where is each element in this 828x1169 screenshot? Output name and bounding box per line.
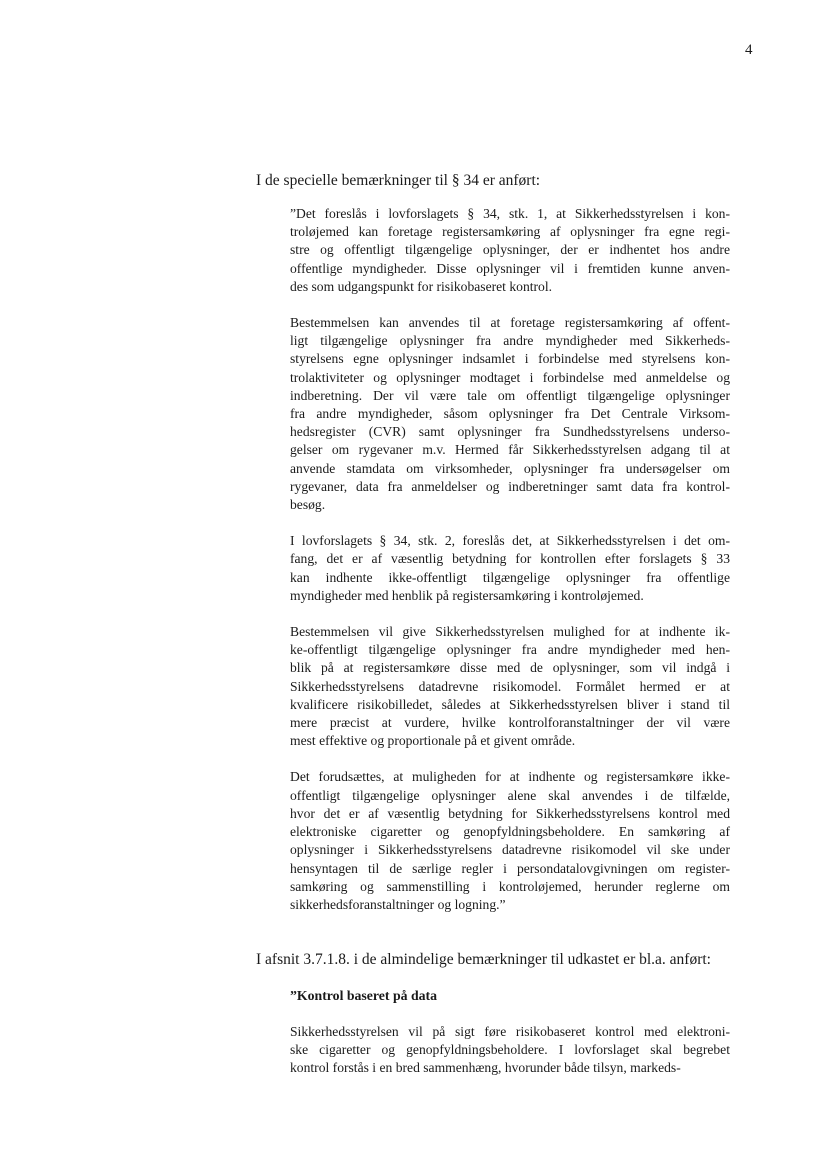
text-line: oplysninger i Sikkerhedsstyrelsens datadrevne risikomodel vil ske under	[290, 842, 730, 858]
text-line: I lovforslagets § 34, stk. 2, foreslås det, at Sikkerhedsstyrelsen i det om-	[290, 533, 730, 549]
text-line: samkøring og sammenstilling i kontroløjemed, herunder reglerne om	[290, 878, 730, 894]
paragraph	[290, 1023, 730, 1078]
text-line: anvende stamdata om virksomheder, oplysninger fra undersøgelser om	[290, 460, 730, 476]
intro-text-section-34: I de specielle bemærkninger til § 34 er anført:	[256, 172, 541, 189]
paragraph	[290, 768, 730, 914]
text-line: styrelsens egne oplysninger indsamlet i forbindelse med styrelsens kon-	[290, 351, 730, 367]
quote-block-section-3-7-1-8	[290, 1023, 730, 1096]
text-line: besøg.	[290, 497, 326, 513]
text-line: Sikkerhedsstyrelsens datadrevne risikomodel. Formålet hermed er at	[290, 678, 730, 694]
paragraph	[290, 532, 730, 605]
page-number: 4	[745, 42, 753, 58]
paragraph	[290, 314, 730, 514]
text-line: kontrol forstås i en bred sammenhæng, hvorunder både tilsyn, markeds-	[290, 1060, 681, 1076]
text-line: Bestemmelsen kan anvendes til at foretage registersamkøring af offent-	[290, 315, 730, 331]
text-line: mere præcist at vurdere, hvilke kontrolforanstaltninger der vil være	[290, 715, 730, 731]
text-line: hensyntagen til de særlige regler i persondatalovgivningen om register-	[290, 860, 730, 876]
paragraph	[290, 623, 730, 750]
text-line: myndigheder med henblik på registersamkøring i kontroløjemed.	[290, 587, 644, 603]
text-line: blik på at registersamkøre disse med de oplysninger, som vil indgå i	[290, 660, 730, 676]
text-line: fra andre myndigheder, såsom oplysninger fra Det Centrale Virksom-	[290, 406, 730, 422]
text-line: fang, det er af væsentlig betydning for kontrollen efter forslagets § 33	[290, 551, 730, 567]
text-line: mest effektive og proportionale på et givent område.	[290, 733, 576, 749]
text-line: des som udgangspunkt for risikobaseret kontrol.	[290, 278, 553, 294]
text-line: Bestemmelsen vil give Sikkerhedsstyrelsen mulighed for at indhente ik-	[290, 624, 730, 640]
text-line: ”Det foreslås i lovforslagets § 34, stk. 1, at Sikkerhedsstyrelsen i kon-	[290, 206, 730, 221]
text-line: kan indhente ikke-offentligt tilgængelige oplysninger fra offentlige	[290, 569, 730, 585]
quote-heading-kontrol-baseret-paa-data: ”Kontrol baseret på data	[290, 988, 438, 1003]
intro-text-section-3-7-1-8: I afsnit 3.7.1.8. i de almindelige bemærkninger til udkastet er bl.a. anført:	[256, 951, 711, 968]
text-line: Det forudsættes, at muligheden for at indhente og registersamkøre ikke-	[290, 769, 730, 785]
text-line: kvalificere risikobilledet, således at Sikkerhedsstyrelsen bliver i stand til	[290, 696, 730, 712]
text-line: troløjemed kan foretage registersamkøring af oplysninger fra egne regi-	[290, 224, 730, 240]
paragraph	[290, 205, 730, 296]
text-line: hvor det er af væsentlig betydning for Sikkerhedsstyrelsens kontrol med	[290, 805, 730, 821]
text-line: indberetning. Der vil være tale om offentligt tilgængelige oplysninger	[290, 387, 730, 403]
text-line: ske cigaretter og genopfyldningsbeholdere. I lovforslaget skal begrebet	[290, 1042, 730, 1058]
text-line: stre og offentligt tilgængelige oplysninger, der er indhentet hos andre	[290, 242, 730, 258]
text-line: gelser om rygevaner m.v. Hermed får Sikkerhedsstyrelsen adgang til at	[290, 442, 730, 458]
text-line: sikkerhedsforanstaltninger og logning.”	[290, 896, 506, 912]
text-line: elektroniske cigaretter og genopfyldningsbeholdere. En samkøring af	[290, 824, 730, 840]
text-line: ligt tilgængelige oplysninger fra andre myndigheder med Sikkerheds-	[290, 333, 730, 349]
text-line: offentlige myndigheder. Disse oplysninger vil i fremtiden kunne anven-	[290, 260, 730, 276]
text-line: trolaktiviteter og oplysninger modtaget i forbindelse med anmeldelse og	[290, 369, 730, 385]
text-line: offentligt tilgængelige oplysninger alene skal anvendes i de tilfælde,	[290, 787, 730, 803]
quote-block-section-34	[290, 205, 730, 932]
text-line: rygevaner, data fra anmeldelser og indberetninger samt data fra kontrol-	[290, 478, 730, 494]
text-line: ke-offentligt tilgængelige oplysninger fra andre myndigheder med hen-	[290, 642, 730, 658]
text-line: hedsregister (CVR) samt oplysninger fra Sundhedsstyrelsens underso-	[290, 424, 730, 440]
text-line: Sikkerhedsstyrelsen vil på sigt føre risikobaseret kontrol med elektroni-	[290, 1024, 730, 1039]
